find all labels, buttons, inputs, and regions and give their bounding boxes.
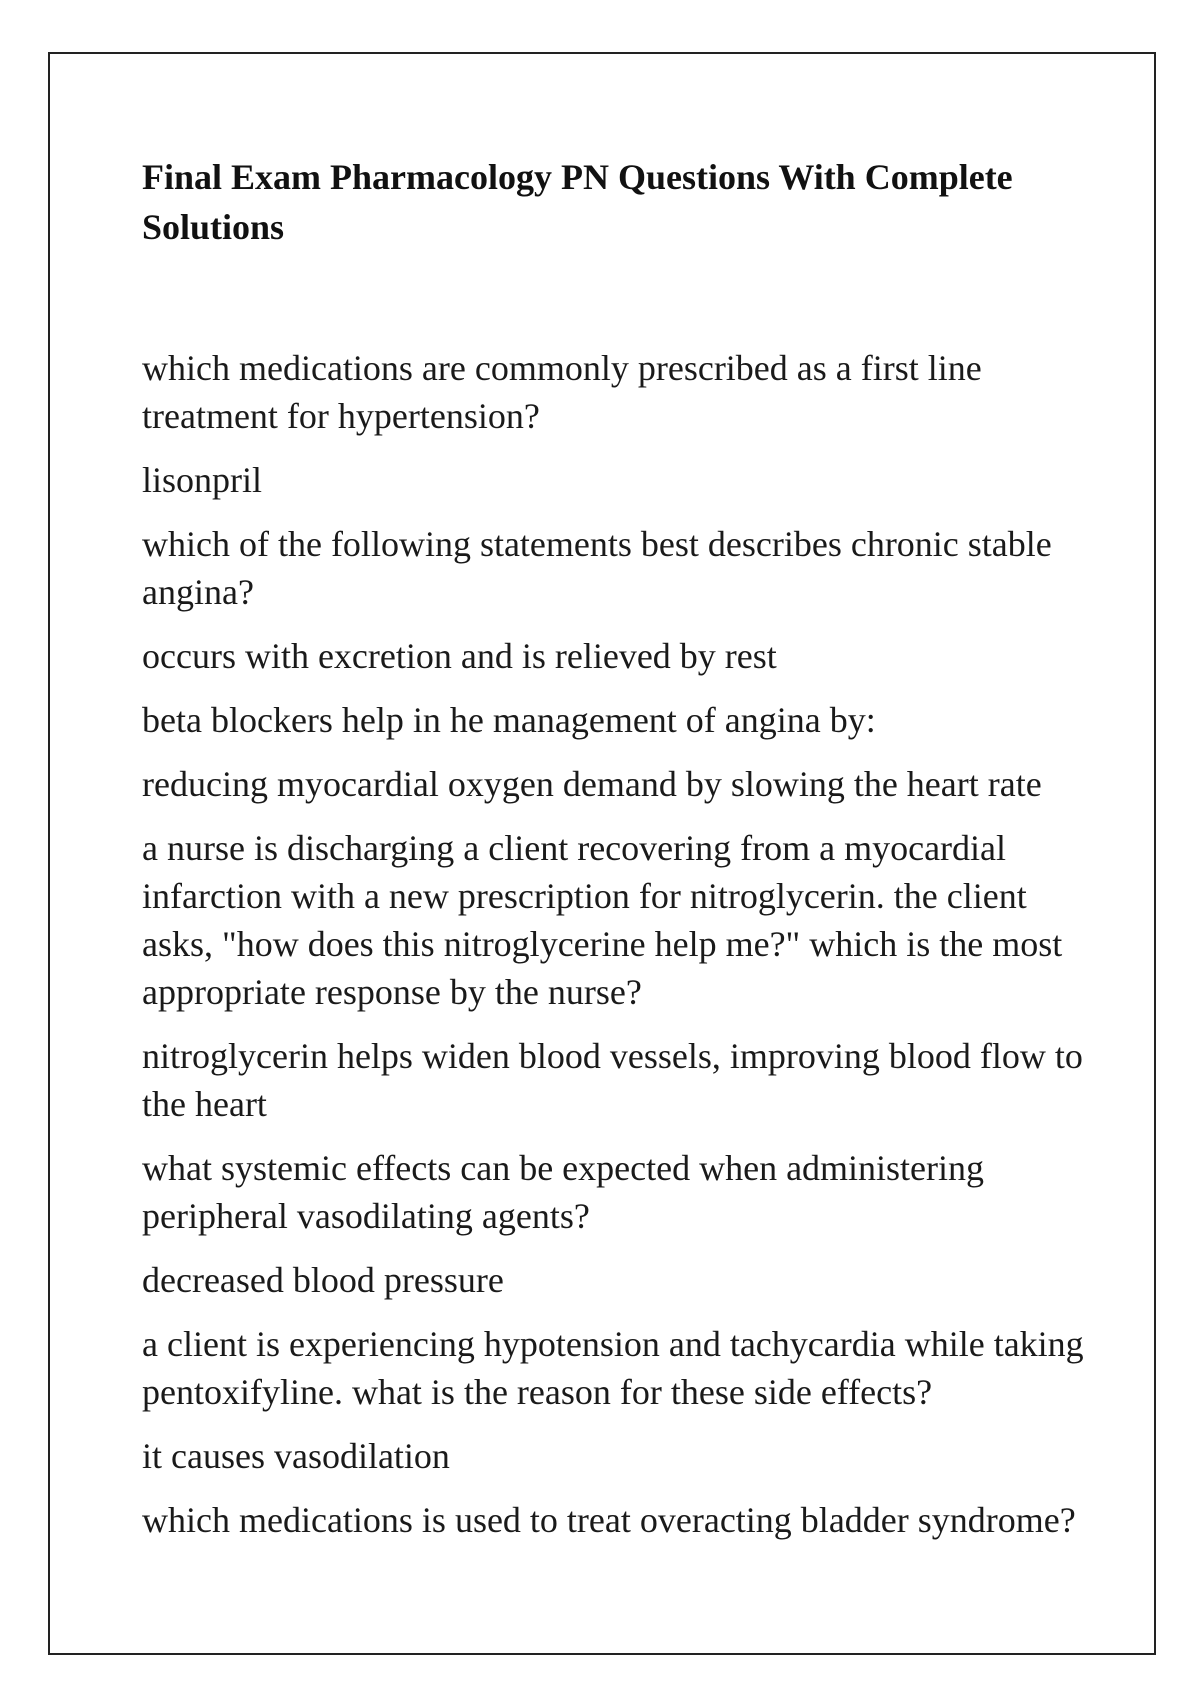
- question-7: which medications is used to treat overacting bladder syndrome?: [142, 1500, 1076, 1540]
- question-5: what systemic effects can be expected when administering peripheral vasodilating agents?: [142, 1148, 985, 1236]
- question-4: a nurse is discharging a client recovering from a myocardial infarction with a new prescription for nitroglycerin. the client asks, "how does this nitroglycerine help me?" which is the most appropriate response by the nurse?: [142, 828, 1063, 1012]
- answer-5: decreased blood pressure: [142, 1260, 504, 1300]
- qa-list: [142, 344, 1087, 1544]
- question-2: which of the following statements best describes chronic stable angina?: [142, 524, 1052, 612]
- document-title: Final Exam Pharmacology PN Questions With Complete Solutions: [142, 157, 1013, 247]
- question-1: which medications are commonly prescribed as a first line treatment for hypertension?: [142, 348, 982, 436]
- answer-6: it causes vasodilation: [142, 1436, 450, 1476]
- question-3: beta blockers help in he management of angina by:: [142, 700, 876, 740]
- document-body: [142, 152, 1087, 1560]
- answer-3: reducing myocardial oxygen demand by slowing the heart rate: [142, 764, 1042, 804]
- answer-2: occurs with excretion and is relieved by rest: [142, 636, 777, 676]
- question-6: a client is experiencing hypotension and tachycardia while taking pentoxifyline. what is the reason for these side effects?: [142, 1324, 1084, 1412]
- answer-4: nitroglycerin helps widen blood vessels, improving blood flow to the heart: [142, 1036, 1083, 1124]
- answer-1: lisonpril: [142, 460, 263, 500]
